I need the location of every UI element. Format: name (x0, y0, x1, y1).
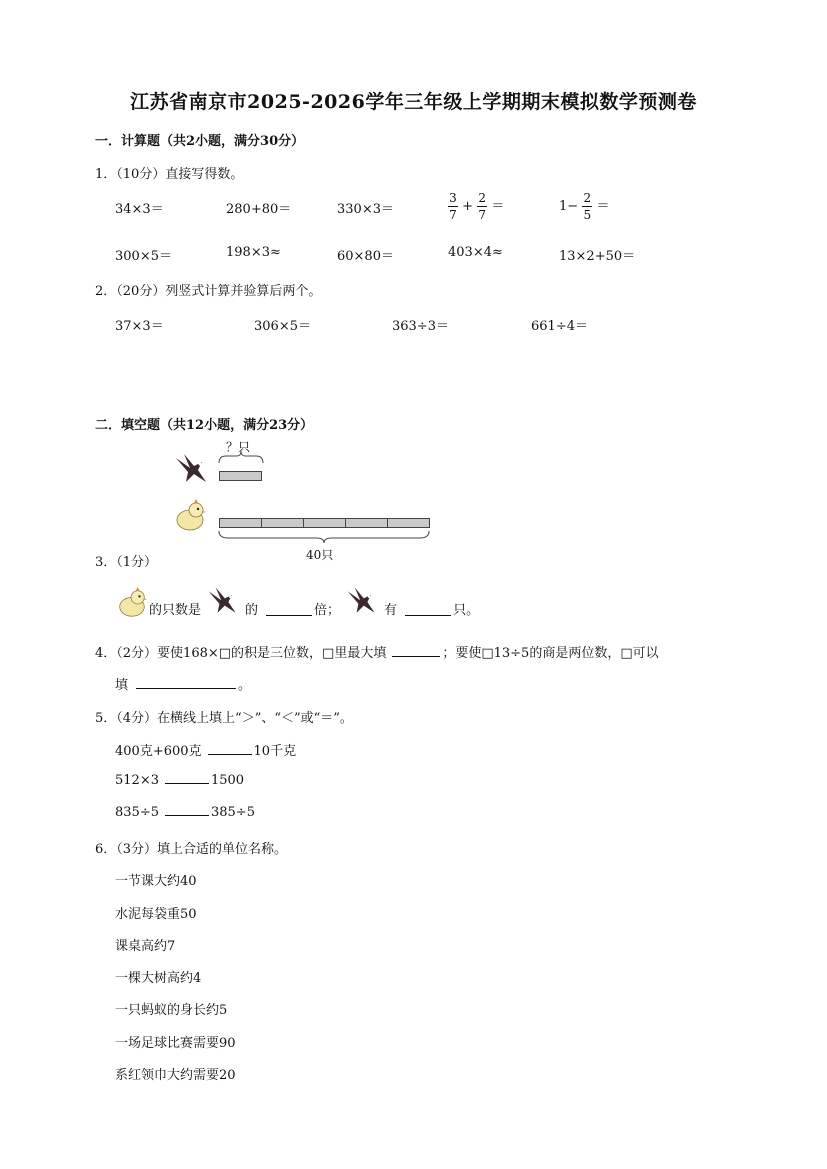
q3-text-4: 有 (384, 603, 398, 618)
q6-label: 6．（3分）填上合适的单位名称。 (95, 842, 288, 857)
swallow-icon (172, 452, 212, 488)
denominator: 7 (478, 208, 486, 222)
q1-item: 198×3≈ (226, 245, 281, 260)
q6-item: 一棵大树高约4 (115, 971, 202, 986)
q5-answer-blank[interactable] (165, 782, 209, 784)
fraction (448, 191, 458, 222)
q4-text-3: 填 (115, 678, 129, 693)
q2-item: 306×5＝ (254, 319, 311, 334)
q6-item: 一只蚂蚁的身长约5 (115, 1003, 228, 1018)
q1-item: 280+80＝ (226, 202, 292, 217)
q3-text-1: 的只数是 (149, 603, 202, 618)
q3-text-2: 的 (245, 603, 259, 618)
equals-sign: ＝ (596, 199, 610, 214)
q2-item: 37×3＝ (115, 319, 164, 334)
q1-item: 300×5＝ (115, 249, 172, 264)
q1-item: 330×3＝ (337, 202, 394, 217)
fraction (582, 191, 592, 222)
q3-text-3: 倍； (314, 603, 341, 618)
swallow-strip (219, 471, 262, 481)
q5-left: 835÷5 (115, 805, 159, 820)
q1-item: 13×2+50＝ (559, 249, 636, 264)
denominator: 7 (449, 208, 457, 222)
q1-fraction-diff (559, 191, 609, 222)
q4-answer-blank-2[interactable] (136, 687, 236, 689)
chick-icon (172, 498, 208, 534)
q1-label: 1．（10分）直接写得数。 (95, 167, 244, 182)
numerator: 2 (478, 191, 486, 205)
q5-answer-blank[interactable] (208, 753, 252, 755)
q4-line-1 (95, 642, 659, 661)
q2-item: 363÷3＝ (392, 319, 449, 334)
q2-item: 661÷4＝ (531, 319, 588, 334)
denominator: 5 (583, 208, 592, 222)
q4-answer-blank-1[interactable] (392, 655, 440, 657)
q4-text-4: 。 (238, 678, 252, 693)
swallow-icon (344, 584, 380, 620)
q5-right: 385÷5 (210, 805, 255, 820)
q5-item (115, 740, 296, 759)
q3-label: 3．（1分） (95, 555, 158, 570)
q4-text-1: 4．（2分）要使168×□的积是三位数，□里最大填 (95, 646, 387, 661)
q3-diagram (170, 438, 440, 568)
q3-top-label: ？只 (226, 440, 251, 454)
q3-bottom-label: 40只 (306, 548, 334, 562)
section-2-heading: 二．填空题（共12小题，满分23分） (95, 418, 314, 433)
q5-left: 400克+600克 (115, 744, 202, 759)
q5-left: 512×3 (115, 773, 159, 788)
q5-item (115, 805, 255, 820)
q2-label: 2．（20分）列竖式计算并验算后两个。 (95, 284, 322, 299)
section-1-heading: 一．计算题（共2小题，满分30分） (95, 134, 305, 149)
numerator: 2 (583, 191, 592, 205)
whole-number: 1− (559, 199, 579, 214)
fraction (477, 191, 487, 222)
swallow-icon (205, 584, 241, 620)
q4-line-2 (115, 674, 251, 693)
q3-answer-blank-1[interactable] (266, 614, 312, 616)
q3-question-line (115, 580, 479, 620)
q6-item: 水泥每袋重50 (115, 907, 197, 922)
q1-item: 34×3＝ (115, 202, 164, 217)
q5-answer-blank[interactable] (165, 814, 209, 816)
q6-item: 课桌高约7 (115, 939, 176, 954)
q5-right: 1500 (210, 773, 245, 788)
q3-answer-blank-2[interactable] (405, 614, 451, 616)
chick-icon (115, 586, 149, 620)
q6-item: 系红领巾大约需要20 (115, 1068, 236, 1083)
q3-text-5: 只。 (453, 603, 480, 618)
chick-strip (219, 518, 430, 528)
equals-sign: ＝ (491, 199, 505, 214)
brace-bottom (218, 530, 430, 544)
q5-right: 10千克 (253, 744, 297, 759)
q6-item: 一场足球比赛需要90 (115, 1036, 236, 1051)
plus-sign: + (462, 199, 474, 214)
numerator: 3 (449, 191, 457, 205)
q1-item: 403×4≈ (448, 245, 503, 260)
q4-text-2: ；要使□13÷5的商是两位数，□可以 (442, 646, 659, 661)
q6-item: 一节课大约40 (115, 874, 197, 889)
q5-label: 5．（4分）在横线上填上“＞”、“＜”或“＝”。 (95, 711, 353, 726)
q1-item: 60×80＝ (337, 249, 394, 264)
q5-item (115, 773, 244, 788)
q1-fraction-sum (448, 191, 504, 222)
page-title: 江苏省南京市2025-2026学年三年级上学期期末模拟数学预测卷 (130, 91, 697, 113)
